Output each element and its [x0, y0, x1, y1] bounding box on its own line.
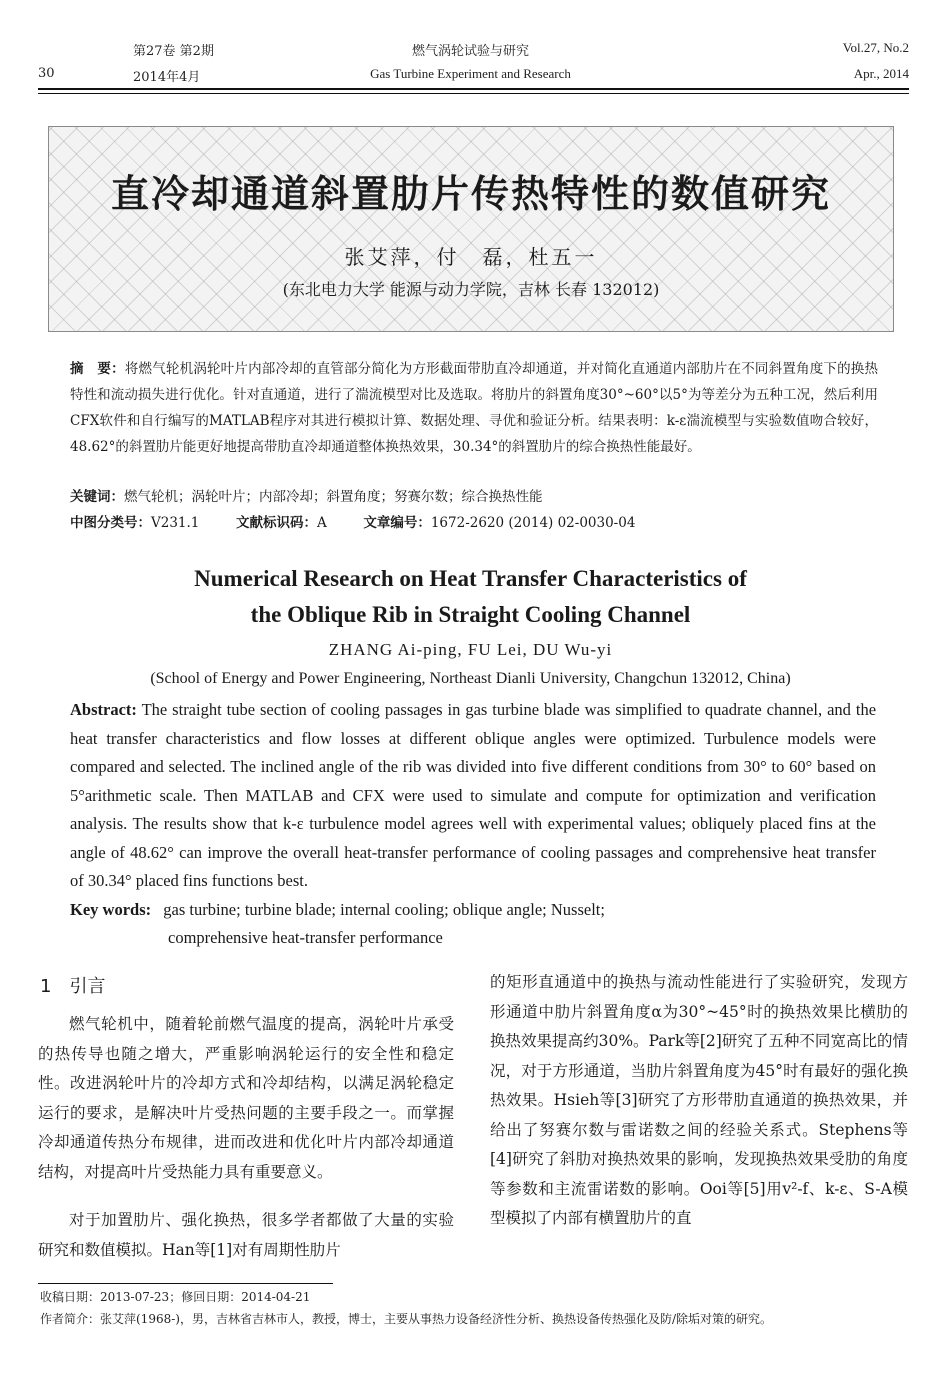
clc-label: 中图分类号： [70, 515, 151, 531]
abstract-cn [70, 356, 878, 460]
received-dates: 收稿日期：2013-07-23；修回日期：2014-04-21 [40, 1290, 311, 1304]
volume-cn: 第27卷 第2期 [133, 44, 214, 59]
abstract-cn-label: 摘 要： [70, 361, 125, 377]
authors-cn: 张艾萍，付 磊，杜五一 [344, 245, 598, 269]
authors-en: ZHANG Ai-ping, FU Lei, DU Wu-yi [328, 640, 613, 659]
keywords-cn-label: 关键词： [70, 489, 124, 505]
classification-line [70, 510, 878, 536]
date-cn: 2014年4月 [133, 70, 201, 85]
clc-value: V231.1 [151, 515, 200, 531]
keywords-en-label: Key words: [70, 900, 152, 919]
keywords-cn [70, 484, 878, 510]
article-number-label: 文章编号： [363, 515, 431, 531]
volume-en: Vol.27, No.2 [842, 40, 909, 55]
author-bio: 作者简介：张艾萍(1968-)，男，吉林省吉林市人，教授，博士，主要从事热力设备经济性分析、换热设备传热强化及防/除垢对策的研究。 [40, 1312, 773, 1326]
section1-right-column: 的矩形直通道中的换热与流动性能进行了实验研究，发现方形通道中肋片斜置角度α为30°~45°时的换热效果比横肋的换热效果提高约30%。Park等[2]研究了五种不同宽高比的情况，对于方形通道，当肋片斜置角度为45°时有最好的强化换热效果。Hsieh等[3]研究了方形带肋直通道的换热效果，并给出了努赛尔数与雷诺数之间的经验关系式。Stephens等[4]研究了斜肋对换热效果的影响，发现换热效果受肋的角度等参数和主流雷诺数的影响。Ooi等[5]用v²-f、k-ε、S-A模型模拟了内部有横置肋片的直 [490, 973, 908, 1227]
abstract-en-text: The straight tube section of cooling passages in gas turbine blade was simplified to quadrate channel, and the heat transfer characteristics and flow losses at different oblique angles were optimized. Turbulence models were compared and selected. The inclined angle of the rib was divided into five different conditions from 30° to 60° based on 5°arithmetic scale. Then MATLAB and CFX were used to simulate and compute for optimization and verification analysis. The results show that k-ε turbulence model agrees well with experimental values; obliquely placed fins at the angle of 48.62° can improve the overall heat-transfer performance of cooling passages and comprehensive heat transfer of 30.34° placed fins functions best. [70, 700, 877, 890]
journal-title-cn: 燃气涡轮试验与研究 [411, 44, 529, 59]
keywords-en-line2: comprehensive heat-transfer performance [168, 928, 443, 947]
doc-code-label: 文献标识码： [236, 515, 317, 531]
keywords-en-line1: gas turbine; turbine blade; internal cooling; oblique angle; Nusselt; [163, 900, 605, 919]
title-cn: 直冷却通道斜置肋片传热特性的数值研究 [110, 172, 831, 216]
section1-para2: 对于加置肋片、强化换热，很多学者都做了大量的实验研究和数值模拟。Han等[1]对有周期性肋片 [38, 1211, 454, 1259]
header-rule-thin [38, 93, 909, 94]
abstract-en-label: Abstract: [70, 700, 137, 719]
article-number-value: 1672-2620 (2014) 02-0030-04 [430, 515, 636, 531]
abstract-en [70, 696, 876, 896]
keywords-en [70, 896, 605, 925]
abstract-cn-text: 将燃气轮机涡轮叶片内部冷却的直管部分简化为方形截面带肋直冷却通道，并对简化直通道内部肋片在不同斜置角度下的换热特性和流动损失进行优化。针对直通道，进行了湍流模型对比及选取。将肋片的斜置角度30°~60°以5°为等差分为五种工况，然后利用CFX软件和自行编写的MATLAB程序对其进行模拟计算、数据处理、寻优和验证分析。结果表明：k-ε湍流模型与实验数值吻合较好，48.62°的斜置肋片能更好地提高带肋直冷却通道整体换热效果，30.34°的斜置肋片的综合换热性能最好。 [70, 361, 879, 455]
affiliation-cn: (东北电力大学 能源与动力学院，吉林 长春 132012) [282, 280, 660, 299]
doc-code-value: A [317, 515, 327, 531]
title-en-line1: Numerical Research on Heat Transfer Characteristics of [194, 566, 747, 591]
date-en: Apr., 2014 [853, 66, 909, 81]
affiliation-en: (School of Energy and Power Engineering, Northeast Dianli University, Changchun 132012, China) [150, 670, 791, 687]
keywords-cn-text: 燃气轮机；涡轮叶片；内部冷却；斜置角度；努赛尔数；综合换热性能 [124, 489, 543, 505]
section1-para1: 燃气轮机中，随着轮前燃气温度的提高，涡轮叶片承受的热传导也随之增大，严重影响涡轮运行的安全性和稳定性。改进涡轮叶片的冷却方式和冷却结构，以满足涡轮稳定运行的要求，是解决叶片受热问题的主要手段之一。而掌握冷却通道传热分布规律，进而改进和优化叶片内部冷却通道结构，对提高叶片受热能力具有重要意义。 [38, 1015, 454, 1181]
journal-title-en: Gas Turbine Experiment and Research [370, 66, 571, 81]
section-heading: 1 引言 [40, 976, 106, 997]
page-number: 30 [38, 66, 55, 81]
title-en-line2: the Oblique Rib in Straight Cooling Channel [250, 602, 691, 627]
header-rule-thick [38, 88, 909, 90]
footnote-rule [38, 1283, 333, 1284]
title-box [48, 126, 894, 332]
